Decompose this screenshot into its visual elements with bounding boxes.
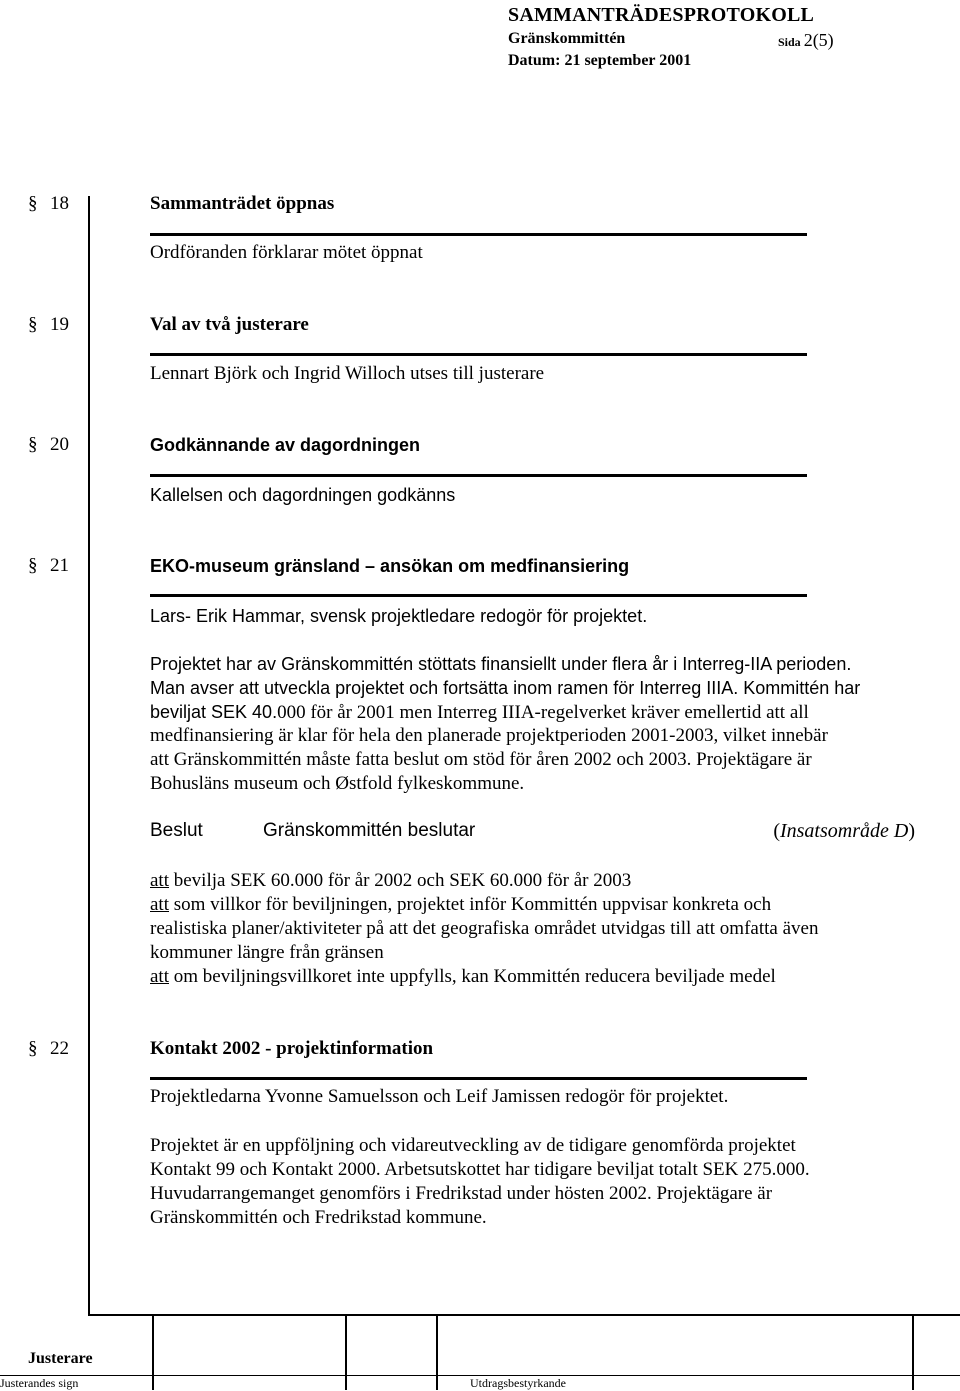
paragraph-line: medfinansiering är klar för hela den planerade projektperioden 2001-2003, vilket innebär — [150, 725, 828, 746]
paragraph-21 — [150, 652, 920, 725]
footer-divider — [152, 1316, 154, 1390]
justerandes-sign-label: Justerandes sign — [0, 1376, 79, 1390]
decision-list — [150, 869, 920, 989]
section-rule — [150, 353, 807, 356]
section-number-19: § 19 — [28, 314, 69, 335]
page-indicator — [778, 30, 834, 51]
paragraph-line: att Gränskommittén måste fatta beslut om stöd för åren 2002 och 2003. Projektägare är — [150, 749, 812, 770]
decision-item: att om beviljningsvillkoret inte uppfylls, kan Kommittén reducera beviljade medel — [150, 966, 776, 987]
section-heading-18: Sammanträdet öppnas — [150, 193, 335, 214]
paragraph-21-cont — [150, 724, 920, 796]
decision-item: att bevilja SEK 60.000 för år 2002 och SEK 60.000 för år 2003 — [150, 870, 632, 891]
paragraph-line: Huvudarrangemanget genomförs i Fredrikstad under hösten 2002. Projektägare är — [150, 1183, 773, 1204]
section-text-18: Ordföranden förklarar mötet öppnat — [150, 242, 423, 263]
beslut-label: Beslut — [150, 820, 203, 841]
page-number: 2(5) — [803, 30, 834, 50]
section-number-20: § 20 — [28, 434, 69, 455]
margin-line — [88, 196, 90, 1314]
paragraph-line: Projektet har av Gränskommittén stöttats finansiellt under flera år i Interreg-IIA perioden. — [150, 654, 852, 674]
beslut-text: Gränskommittén beslutar — [263, 820, 476, 841]
paragraph-line: Projektet är en uppföljning och vidareutveckling av de tidigare genomförda projektet — [150, 1135, 796, 1156]
committee-name: Gränskommittén — [508, 30, 626, 47]
paragraph-22 — [150, 1134, 920, 1230]
section-rule — [150, 474, 807, 477]
insatsomrade: (Insatsområde D) — [773, 820, 915, 842]
sida-label: Sida — [778, 35, 801, 49]
paragraph-line: Gränskommittén och Fredrikstad kommune. — [150, 1207, 487, 1228]
paragraph-line: beviljat SEK 40.000 för år 2001 men Interreg IIIA-regelverket kräver emellertid att all — [150, 702, 809, 723]
section-rule — [150, 1077, 807, 1080]
section-rule — [150, 594, 807, 597]
footer-divider — [912, 1316, 914, 1390]
section-heading-21: EKO-museum gränsland – ansökan om medfinansiering — [150, 556, 630, 576]
section-text-20: Kallelsen och dagordningen godkänns — [150, 485, 456, 505]
footer-divider — [436, 1316, 438, 1390]
footer-divider — [345, 1316, 347, 1390]
decision-item: att som villkor för beviljningen, projektet inför Kommittén uppvisar konkreta och — [150, 894, 772, 915]
section-heading-22: Kontakt 2002 - projektinformation — [150, 1038, 434, 1059]
meeting-date: Datum: 21 september 2001 — [508, 52, 692, 69]
section-number-22: § 22 — [28, 1038, 69, 1059]
decision-item-cont: kommuner längre från gränsen — [150, 942, 384, 963]
utdragsbestyrkande-label: Utdragsbestyrkande — [470, 1376, 566, 1390]
paragraph-line: Kontakt 99 och Kontakt 2000. Arbetsutskottet har tidigare beviljat totalt SEK 275.000. — [150, 1159, 810, 1180]
section-text-21: Lars- Erik Hammar, svensk projektledare redogör för projektet. — [150, 606, 648, 626]
section-text-19: Lennart Björk och Ingrid Willoch utses till justerare — [150, 363, 545, 384]
decision-item-cont: realistiska planer/aktiviteter på att det geografiska området utvidgas till att omfatta även — [150, 918, 819, 939]
paragraph-line: Man avser att utveckla projektet och fortsätta inom ramen för Interreg IIIA. Kommittén har — [150, 678, 861, 698]
paragraph-line: Bohusläns museum och Østfold fylkeskommune. — [150, 773, 525, 794]
section-heading-20: Godkännande av dagordningen — [150, 435, 421, 455]
section-heading-19: Val av två justerare — [150, 314, 309, 335]
justerare-label: Justerare — [28, 1350, 93, 1367]
section-text-22: Projektledarna Yvonne Samuelsson och Leif Jamissen redogör för projektet. — [150, 1086, 729, 1107]
document-title: SAMMANTRÄDESPROTOKOLL — [508, 4, 815, 26]
footer-rule — [88, 1314, 960, 1316]
section-number-21: § 21 — [28, 555, 69, 576]
section-number-18: § 18 — [28, 193, 69, 214]
section-rule — [150, 233, 807, 236]
